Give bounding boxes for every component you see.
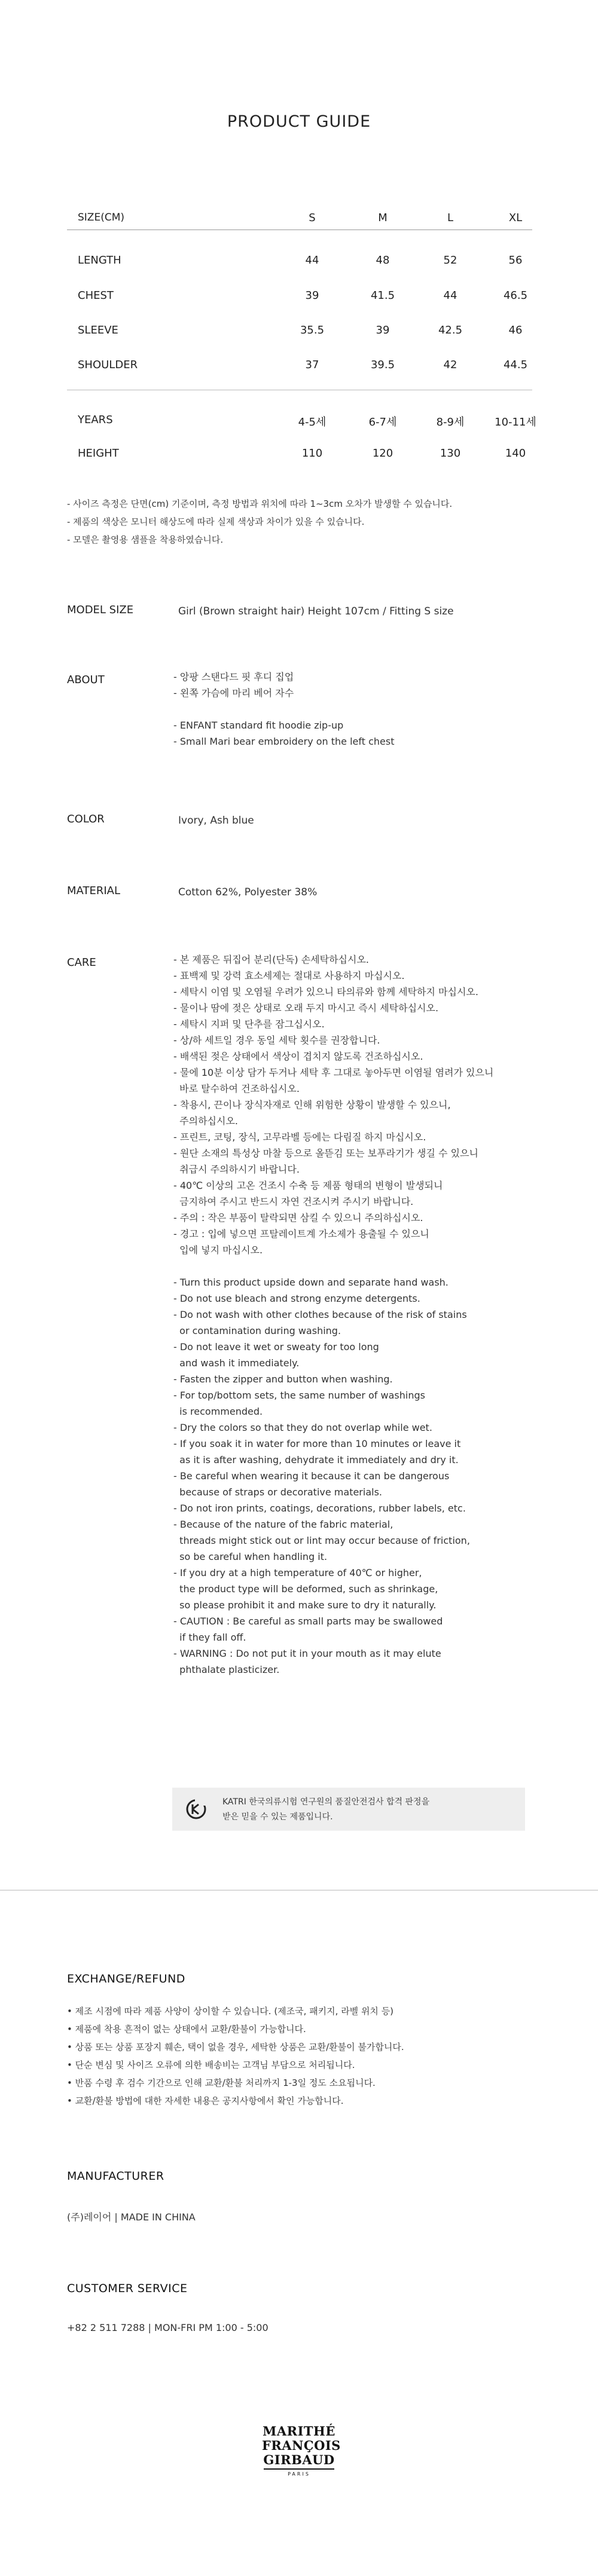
- cell: 52: [443, 254, 457, 267]
- list-item: • 교환/환불 방법에 대한 자세한 내용은 공지사항에서 확인 가능합니다.: [67, 2095, 344, 2106]
- care-line: - Be careful when wearing it because it can be dangerous: [173, 1470, 450, 1482]
- logo-line: GIRBAUD: [263, 2452, 335, 2467]
- care-line: - Turn this product upside down and separate hand wash.: [173, 1277, 448, 1288]
- care-line: is recommended.: [173, 1406, 263, 1417]
- kc-mark-icon: [185, 1797, 207, 1821]
- care-line: threads might stick out or lint may occur because of friction,: [173, 1535, 470, 1546]
- logo-line: MARITHÉ: [263, 2424, 335, 2439]
- care-line: - 착용시, 끈이나 장식자재로 인해 위험한 상황이 발생할 수 있으니,: [173, 1099, 451, 1110]
- color-text: Ivory, Ash blue: [178, 815, 254, 827]
- care-line: phthalate plasticizer.: [173, 1664, 280, 1675]
- about-line: - ENFANT standard fit hoodie zip-up: [173, 720, 344, 731]
- care-line: - CAUTION : Be careful as small parts may be swallowed: [173, 1616, 443, 1627]
- cell: 35.5: [300, 324, 325, 336]
- cell: 46.5: [503, 289, 528, 302]
- list-item: • 반품 수령 후 검수 기간으로 인해 교환/환불 처리까지 1-3일 정도 소요됩니다.: [67, 2078, 376, 2088]
- care-line: - If you dry at a high temperature of 40℃ or higher,: [173, 1567, 422, 1578]
- care-line: - 상/하 세트일 경우 동일 세탁 횟수를 권장합니다.: [173, 1035, 380, 1046]
- logo-line: PARIS: [288, 2471, 310, 2477]
- size-row-sleeve: [67, 324, 532, 342]
- care-line: because of straps or decorative materials.: [173, 1486, 382, 1498]
- brand-logo: [262, 2424, 341, 2482]
- care-label: CARE: [67, 956, 96, 969]
- care-line: - 본 제품은 뒤집어 분리(단독) 손세탁하십시오.: [173, 954, 369, 965]
- care-line: - 물이나 땀에 젖은 상태로 오래 두지 마시고 즉시 세탁하십시오.: [173, 1002, 439, 1014]
- customer-service-title: CUSTOMER SERVICE: [67, 2282, 188, 2295]
- care-line: - WARNING : Do not put it in your mouth as it may elute: [173, 1648, 441, 1659]
- care-line: - 40℃ 이상의 고온 건조시 수축 등 제품 형태의 변형이 발생되니: [173, 1180, 443, 1191]
- material-text: Cotton 62%, Polyester 38%: [178, 886, 318, 898]
- care-line: - 주의 : 작은 부품이 탈락되면 삼킬 수 있으니 주의하십시오.: [173, 1212, 423, 1223]
- care-text: [173, 952, 556, 1678]
- row-label: LENGTH: [78, 254, 121, 267]
- care-line: as it is after washing, dehydrate it immediately and dry it.: [173, 1454, 459, 1466]
- cell: 8-9세: [436, 416, 465, 429]
- care-line: - 경고 : 입에 넣으면 프탈레이트계 가소제가 용출될 수 있으니: [173, 1228, 429, 1240]
- logo-rule: [264, 2468, 334, 2470]
- manufacturer-text: (주)레이어 | MADE IN CHINA: [67, 2211, 196, 2223]
- cell: 130: [440, 447, 461, 460]
- exchange-refund-list: [67, 2002, 404, 2110]
- row-label: SHOULDER: [78, 359, 138, 371]
- care-line: - 프린트, 코팅, 장식, 고무라벨 등에는 다림질 하지 마십시오.: [173, 1131, 426, 1143]
- cert-line: KATRI 한국의류시험 연구원의 품질안전검사 합격 판정을: [222, 1797, 430, 1807]
- row-label: YEARS: [78, 414, 113, 426]
- about-line: - 앙팡 스탠다드 핏 후디 집업: [173, 671, 294, 683]
- size-header-s: S: [309, 212, 316, 224]
- cell: 48: [376, 254, 390, 267]
- care-line: so please prohibit it and make sure to dry it naturally.: [173, 1599, 437, 1611]
- care-line: - 표백제 및 강력 효소세제는 절대로 사용하지 마십시오.: [173, 970, 405, 981]
- list-item: • 상품 또는 상품 포장지 훼손, 택이 없을 경우, 세탁한 상품은 교환/환불이 불가합니다.: [67, 2042, 404, 2052]
- cert-line: 받은 믿을 수 있는 제품입니다.: [222, 1812, 333, 1822]
- care-line: 바로 탈수하여 건조하십시오.: [173, 1083, 300, 1094]
- size-notes: [67, 495, 452, 549]
- list-item: • 제조 시점에 따라 제품 사양이 상이할 수 있습니다. (제조국, 패키지, 라벨 위치 등): [67, 2006, 394, 2017]
- color-label: COLOR: [67, 813, 105, 825]
- about-line: [173, 701, 556, 717]
- care-line: - For top/bottom sets, the same number of washings: [173, 1390, 425, 1401]
- cell: 6-7세: [368, 416, 397, 429]
- cell: 44: [305, 254, 319, 267]
- kc-certification-text: [222, 1795, 429, 1825]
- care-line: - Do not use bleach and strong enzyme detergents.: [173, 1293, 420, 1304]
- about-text: [173, 669, 556, 749]
- material-label: MATERIAL: [67, 885, 120, 897]
- age-row-years: [67, 414, 536, 432]
- cell: 42.5: [438, 324, 463, 336]
- cell: 41.5: [370, 289, 395, 302]
- care-line: - Do not iron prints, coatings, decorations, rubber labels, etc.: [173, 1503, 466, 1514]
- age-row-height: [67, 447, 532, 465]
- row-label: CHEST: [78, 289, 114, 302]
- care-line: if they fall off.: [173, 1632, 246, 1643]
- cell: 39: [305, 289, 319, 302]
- cell: 37: [305, 359, 319, 371]
- cell: 10-11세: [495, 416, 536, 429]
- logo-line: FRANÇOIS: [262, 2438, 341, 2453]
- cell: 140: [505, 447, 526, 460]
- cell: 4-5세: [298, 416, 327, 429]
- model-size-label: MODEL SIZE: [67, 604, 134, 616]
- care-line: 금지하여 주시고 반드시 자연 건조시켜 주시기 바랍니다.: [173, 1196, 414, 1207]
- cell: 44.5: [503, 359, 528, 371]
- cell: 42: [443, 359, 457, 371]
- care-line: - Do not leave it wet or sweaty for too long: [173, 1341, 379, 1353]
- care-line: - 세탁시 이염 및 오염될 우려가 있으니 타의류와 함께 세탁하지 마십시오.: [173, 986, 478, 998]
- about-line: - 왼쪽 가슴에 마리 베어 자수: [173, 687, 294, 699]
- cell: 120: [372, 447, 393, 460]
- note-line: - 모델은 촬영용 샘플을 착용하였습니다.: [67, 534, 224, 545]
- cell: 44: [443, 289, 457, 302]
- size-table-header: [67, 212, 532, 230]
- cell: 39: [376, 324, 390, 336]
- cell: 110: [301, 447, 323, 460]
- care-line: - Do not wash with other clothes because of the risk of stains: [173, 1309, 467, 1320]
- about-label: ABOUT: [67, 674, 105, 686]
- care-line: - 원단 소재의 특성상 마찰 등으로 올뜯김 또는 보푸라기가 생길 수 있으니: [173, 1148, 478, 1159]
- model-size-text: Girl (Brown straight hair) Height 107cm / Fitting S size: [178, 605, 454, 617]
- customer-service-text: +82 2 511 7288 | MON-FRI PM 1:00 - 5:00: [67, 2322, 269, 2333]
- care-line: - 물에 10분 이상 담가 두거나 세탁 후 그대로 놓아두면 이염될 염려가 있으니: [173, 1067, 494, 1078]
- size-header-xl: XL: [508, 212, 523, 224]
- care-line: [173, 1258, 556, 1274]
- care-line: and wash it immediately.: [173, 1357, 300, 1369]
- cell: 56: [508, 254, 523, 267]
- note-line: - 제품의 색상은 모니터 해상도에 따라 실제 색상과 차이가 있을 수 있습니다.: [67, 516, 365, 527]
- kc-certification-box: [172, 1788, 525, 1831]
- care-line: or contamination during washing.: [173, 1325, 341, 1336]
- care-line: the product type will be deformed, such as shrinkage,: [173, 1583, 438, 1595]
- about-line: - Small Mari bear embroidery on the left chest: [173, 736, 395, 747]
- cell: 46: [508, 324, 523, 336]
- row-label: SLEEVE: [78, 324, 118, 336]
- exchange-refund-title: EXCHANGE/REFUND: [67, 1972, 185, 1985]
- size-header-label: SIZE(CM): [78, 212, 124, 224]
- row-label: HEIGHT: [78, 447, 119, 460]
- care-line: 주의하십시오.: [173, 1115, 238, 1127]
- care-line: - Because of the nature of the fabric material,: [173, 1519, 393, 1530]
- care-line: - 배색된 젖은 상태에서 색상이 겹치지 않도록 건조하십시오.: [173, 1051, 423, 1062]
- size-header-m: M: [378, 212, 388, 224]
- care-line: so be careful when handling it.: [173, 1551, 328, 1562]
- care-line: - Dry the colors so that they do not overlap while wet.: [173, 1422, 432, 1433]
- note-line: - 사이즈 측정은 단면(cm) 기준이며, 측정 방법과 위치에 따라 1~3cm 오차가 발생할 수 있습니다.: [67, 498, 453, 509]
- list-item: • 제품에 착용 흔적이 없는 상태에서 교환/환불이 가능합니다.: [67, 2024, 306, 2035]
- care-line: - If you soak it in water for more than 10 minutes or leave it: [173, 1438, 461, 1449]
- care-line: - Fasten the zipper and button when washing.: [173, 1373, 393, 1385]
- size-header-l: L: [447, 212, 454, 224]
- size-row-length: [67, 254, 532, 272]
- manufacturer-title: MANUFACTURER: [67, 2170, 164, 2183]
- page-title: PRODUCT GUIDE: [227, 112, 371, 131]
- size-row-chest: [67, 289, 532, 307]
- care-line: 취급시 주의하시기 바랍니다.: [173, 1164, 300, 1175]
- list-item: • 단순 변심 및 사이즈 오류에 의한 배송비는 고객님 부담으로 처리됩니다.: [67, 2060, 355, 2070]
- care-line: 입에 넣지 마십시오.: [173, 1244, 263, 1256]
- size-row-shoulder: [67, 359, 532, 377]
- cell: 39.5: [370, 359, 395, 371]
- care-line: - 세탁시 지퍼 및 단추를 잠그십시오.: [173, 1018, 325, 1030]
